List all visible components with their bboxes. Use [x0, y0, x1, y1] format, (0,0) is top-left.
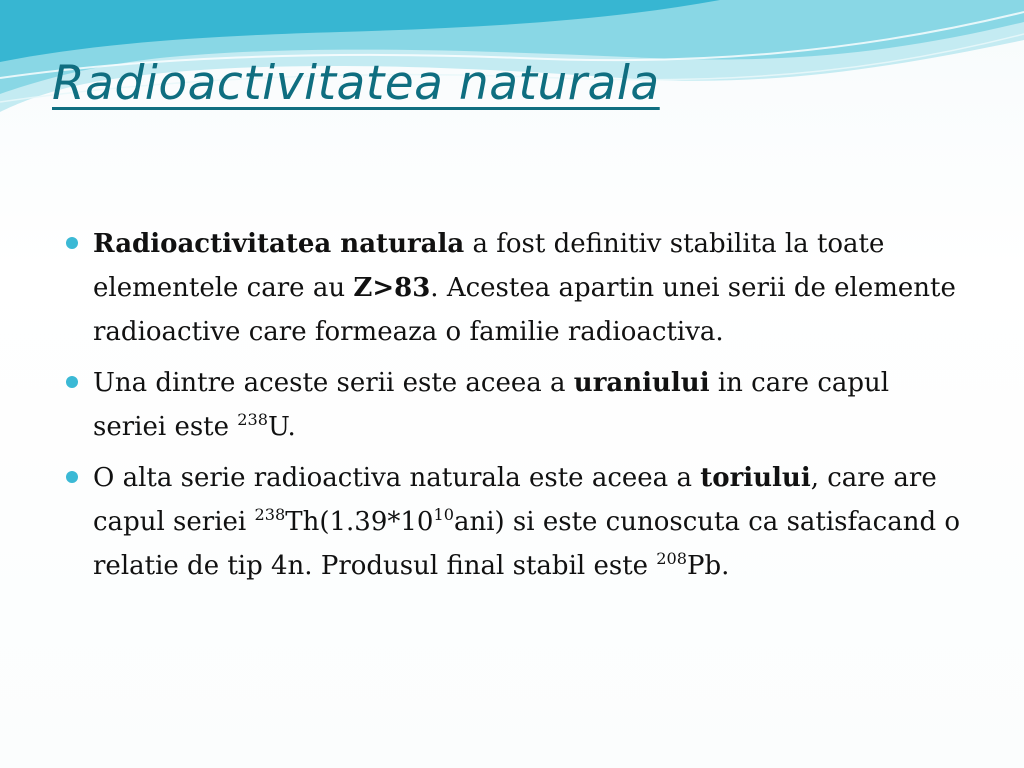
exponent-superscript: 10	[433, 504, 454, 524]
bullet-text: U.	[268, 412, 296, 442]
bullet-text-bold: Radioactivitatea naturala	[93, 229, 465, 259]
bullet-dot-icon	[66, 376, 78, 388]
mass-number-superscript: 238	[237, 409, 269, 429]
bullet-text: ani) si este cunoscuta ca satisfacand o relatie de tip 4n. Produsul final stabil este	[93, 507, 961, 581]
bullet-text: . Acestea apartin unei serii de elemente radioactive care formeaza o familie radioactiva.	[93, 273, 956, 347]
bullet-dot-icon	[66, 237, 78, 249]
bullet-text: in care capul seriei este	[93, 368, 890, 442]
bullet-item-uranium-series	[66, 361, 966, 449]
bullet-text: O alta serie radioactiva naturala este aceea a	[93, 463, 701, 493]
mass-number-superscript: 208	[656, 548, 688, 568]
bullet-item-natural-radioactivity	[66, 222, 966, 354]
bullet-text: Una dintre aceste serii este aceea a	[93, 368, 574, 398]
bullet-text: Th(1.39*10	[285, 507, 434, 537]
bullet-list	[66, 222, 966, 595]
bullet-text-bold: toriului	[700, 463, 811, 493]
bullet-text: a fost definitiv stabilita la toate elementele care au	[93, 229, 885, 303]
mass-number-superscript: 238	[254, 504, 286, 524]
bullet-text-bold: Z>83	[353, 273, 431, 303]
bullet-text: Pb.	[687, 551, 730, 581]
bullet-text: , care are capul seriei	[93, 463, 937, 537]
bullet-item-thorium-series	[66, 456, 966, 588]
bullet-dot-icon	[66, 471, 78, 483]
slide-title: Radioactivitatea naturala	[52, 56, 660, 111]
bullet-text-bold: uraniului	[573, 368, 710, 398]
